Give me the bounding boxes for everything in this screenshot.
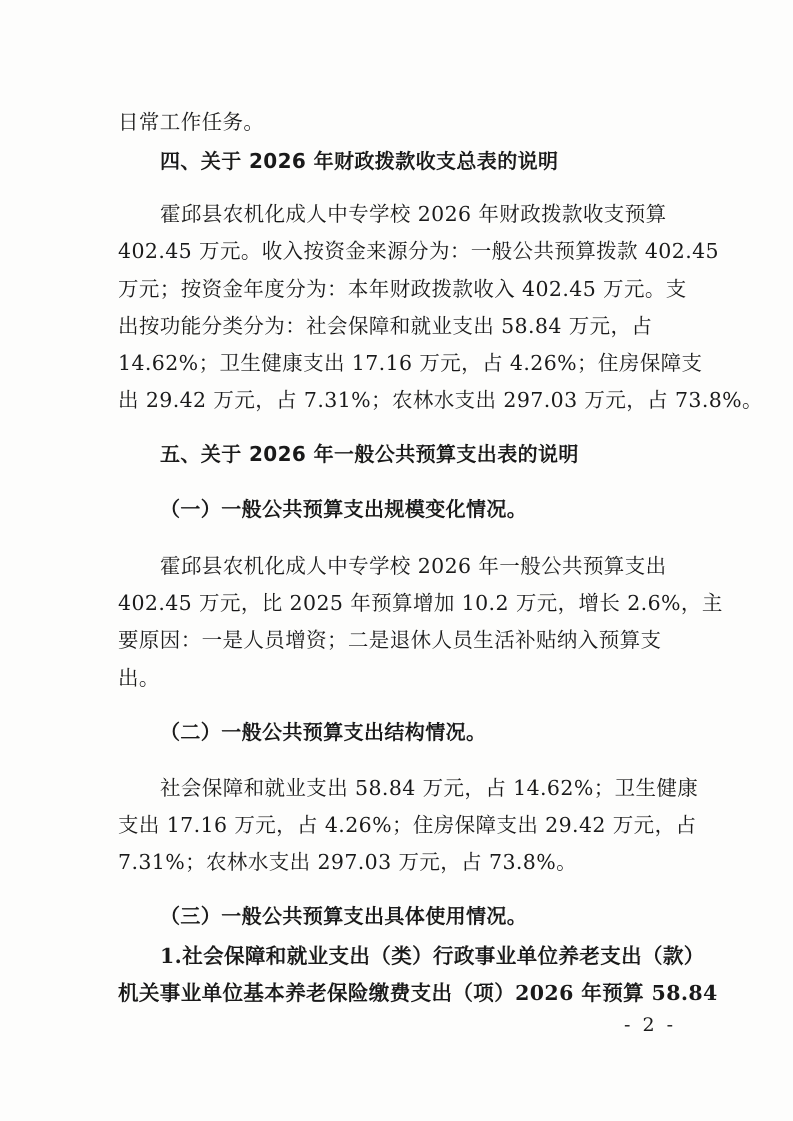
text-line-9: 402.45 万元，比 2025 年预算增加 10.2 万元，增长 2.6%，主: [118, 591, 723, 615]
text-line-14: 7.31%；农林水支出 297.03 万元，占 73.8%。: [118, 850, 578, 874]
section-heading-4: 四、关于 2026 年财政拨款收支总表的说明: [160, 149, 559, 173]
subheading-1: （一）一般公共预算支出规模变化情况。: [160, 497, 528, 521]
text-line-8: 霍邱县农机化成人中专学校 2026 年一般公共预算支出: [160, 554, 667, 578]
section-heading-5: 五、关于 2026 年一般公共预算支出表的说明: [160, 442, 579, 466]
text-line-1: 日常工作任务。: [118, 110, 265, 134]
text-line-16: 机关事业单位基本养老保险缴费支出（项）2026 年预算 58.84: [118, 981, 718, 1005]
text-line-10: 要原因：一是人员增资；二是退休人员生活补贴纳入预算支: [118, 628, 662, 652]
page-number: - 2 -: [624, 1014, 677, 1036]
text-line-5: 出按功能分类分为：社会保障和就业支出 58.84 万元，占: [118, 314, 653, 338]
text-line-4: 万元；按资金年度分为：本年财政拨款收入 402.45 万元。支: [118, 277, 687, 301]
text-line-11: 出。: [118, 666, 160, 690]
text-line-6: 14.62%；卫生健康支出 17.16 万元，占 4.26%；住房保障支: [118, 351, 703, 375]
text-line-2: 霍邱县农机化成人中专学校 2026 年财政拨款收支预算: [160, 202, 667, 226]
subheading-3: （三）一般公共预算支出具体使用情况。: [160, 904, 528, 928]
text-line-3: 402.45 万元。收入按资金来源分为：一般公共预算拨款 402.45: [118, 239, 719, 263]
text-line-13: 支出 17.16 万元，占 4.26%；住房保障支出 29.42 万元，占: [118, 813, 697, 837]
text-line-12: 社会保障和就业支出 58.84 万元，占 14.62%；卫生健康: [160, 776, 699, 800]
text-line-15: 1.社会保障和就业支出（类）行政事业单位养老支出（款）: [160, 944, 705, 968]
subheading-2: （二）一般公共预算支出结构情况。: [160, 720, 487, 744]
text-line-7: 出 29.42 万元，占 7.31%；农林水支出 297.03 万元，占 73.8%。: [118, 388, 763, 412]
